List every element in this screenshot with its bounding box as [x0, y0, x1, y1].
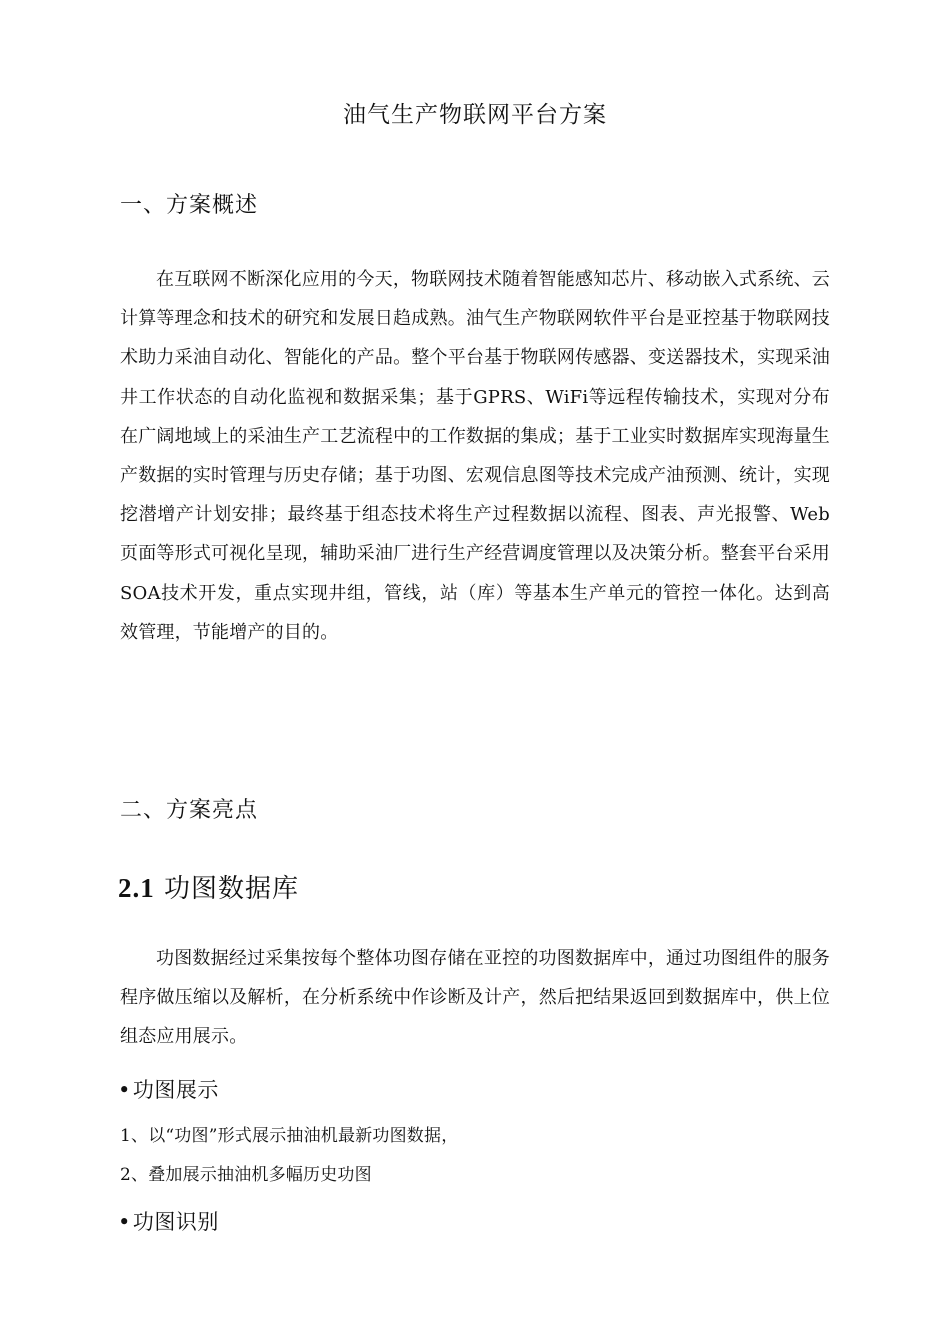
- dynamometer-database-paragraph: 功图数据经过采集按每个整体功图存储在亚控的功图数据库中，通过功图组件的服务程序做压缩以及解析，在分析系统中作诊断及计产，然后把结果返回到数据库中，供上位组态应用展示。: [120, 948, 830, 1048]
- subsection-title: 功图数据库: [164, 874, 300, 904]
- bullet-label: 功图展示: [132, 1078, 219, 1102]
- bullet-marker: •: [118, 1210, 131, 1234]
- list-item: 1、以“功图”形式展示抽油机最新功图数据，: [120, 1126, 459, 1146]
- bullet-marker: •: [118, 1078, 131, 1102]
- list-item: 2、叠加展示抽油机多幅历史功图: [120, 1165, 372, 1185]
- bullet-dynamometer-recognition: [118, 1206, 219, 1236]
- subsection-heading-dynamometer-database: [118, 868, 299, 905]
- bullet-label: 功图识别: [132, 1210, 219, 1234]
- overview-paragraph: 在互联网不断深化应用的今天，物联网技术随着智能感知芯片、移动嵌入式系统、云计算等理念和技术的研究和发展日趋成熟。油气生产物联网软件平台是亚控基于物联网技术助力采油自动化、智能化的产品。整个平台基于物联网传感器、变送器技术，实现采油井工作状态的自动化监视和数据采集；基于GPRS、WiFi等远程传输技术，实现对分布在广阔地域上的采油生产工艺流程中的工作数据的集成；基于工业实时数据库实现海量生产数据的实时管理与历史存储；基于功图、宏观信息图等技术完成产油预测、统计，实现挖潜增产计划安排；最终基于组态技术将生产过程数据以流程、图表、声光报警、Web页面等形式可视化呈现，辅助采油厂进行生产经营调度管理以及决策分析。整套平台采用SOA技术开发，重点实现井组，管线，站（库）等基本生产单元的管控一体化。达到高效管理，节能增产的目的。: [120, 269, 830, 643]
- bullet-dynamometer-display: [118, 1074, 219, 1104]
- section-heading-overview: 一、方案概述: [120, 193, 259, 218]
- document-title: 油气生产物联网平台方案: [343, 102, 607, 128]
- subsection-number: 2.1: [118, 873, 155, 903]
- section-heading-highlights: 二、方案亮点: [120, 798, 259, 823]
